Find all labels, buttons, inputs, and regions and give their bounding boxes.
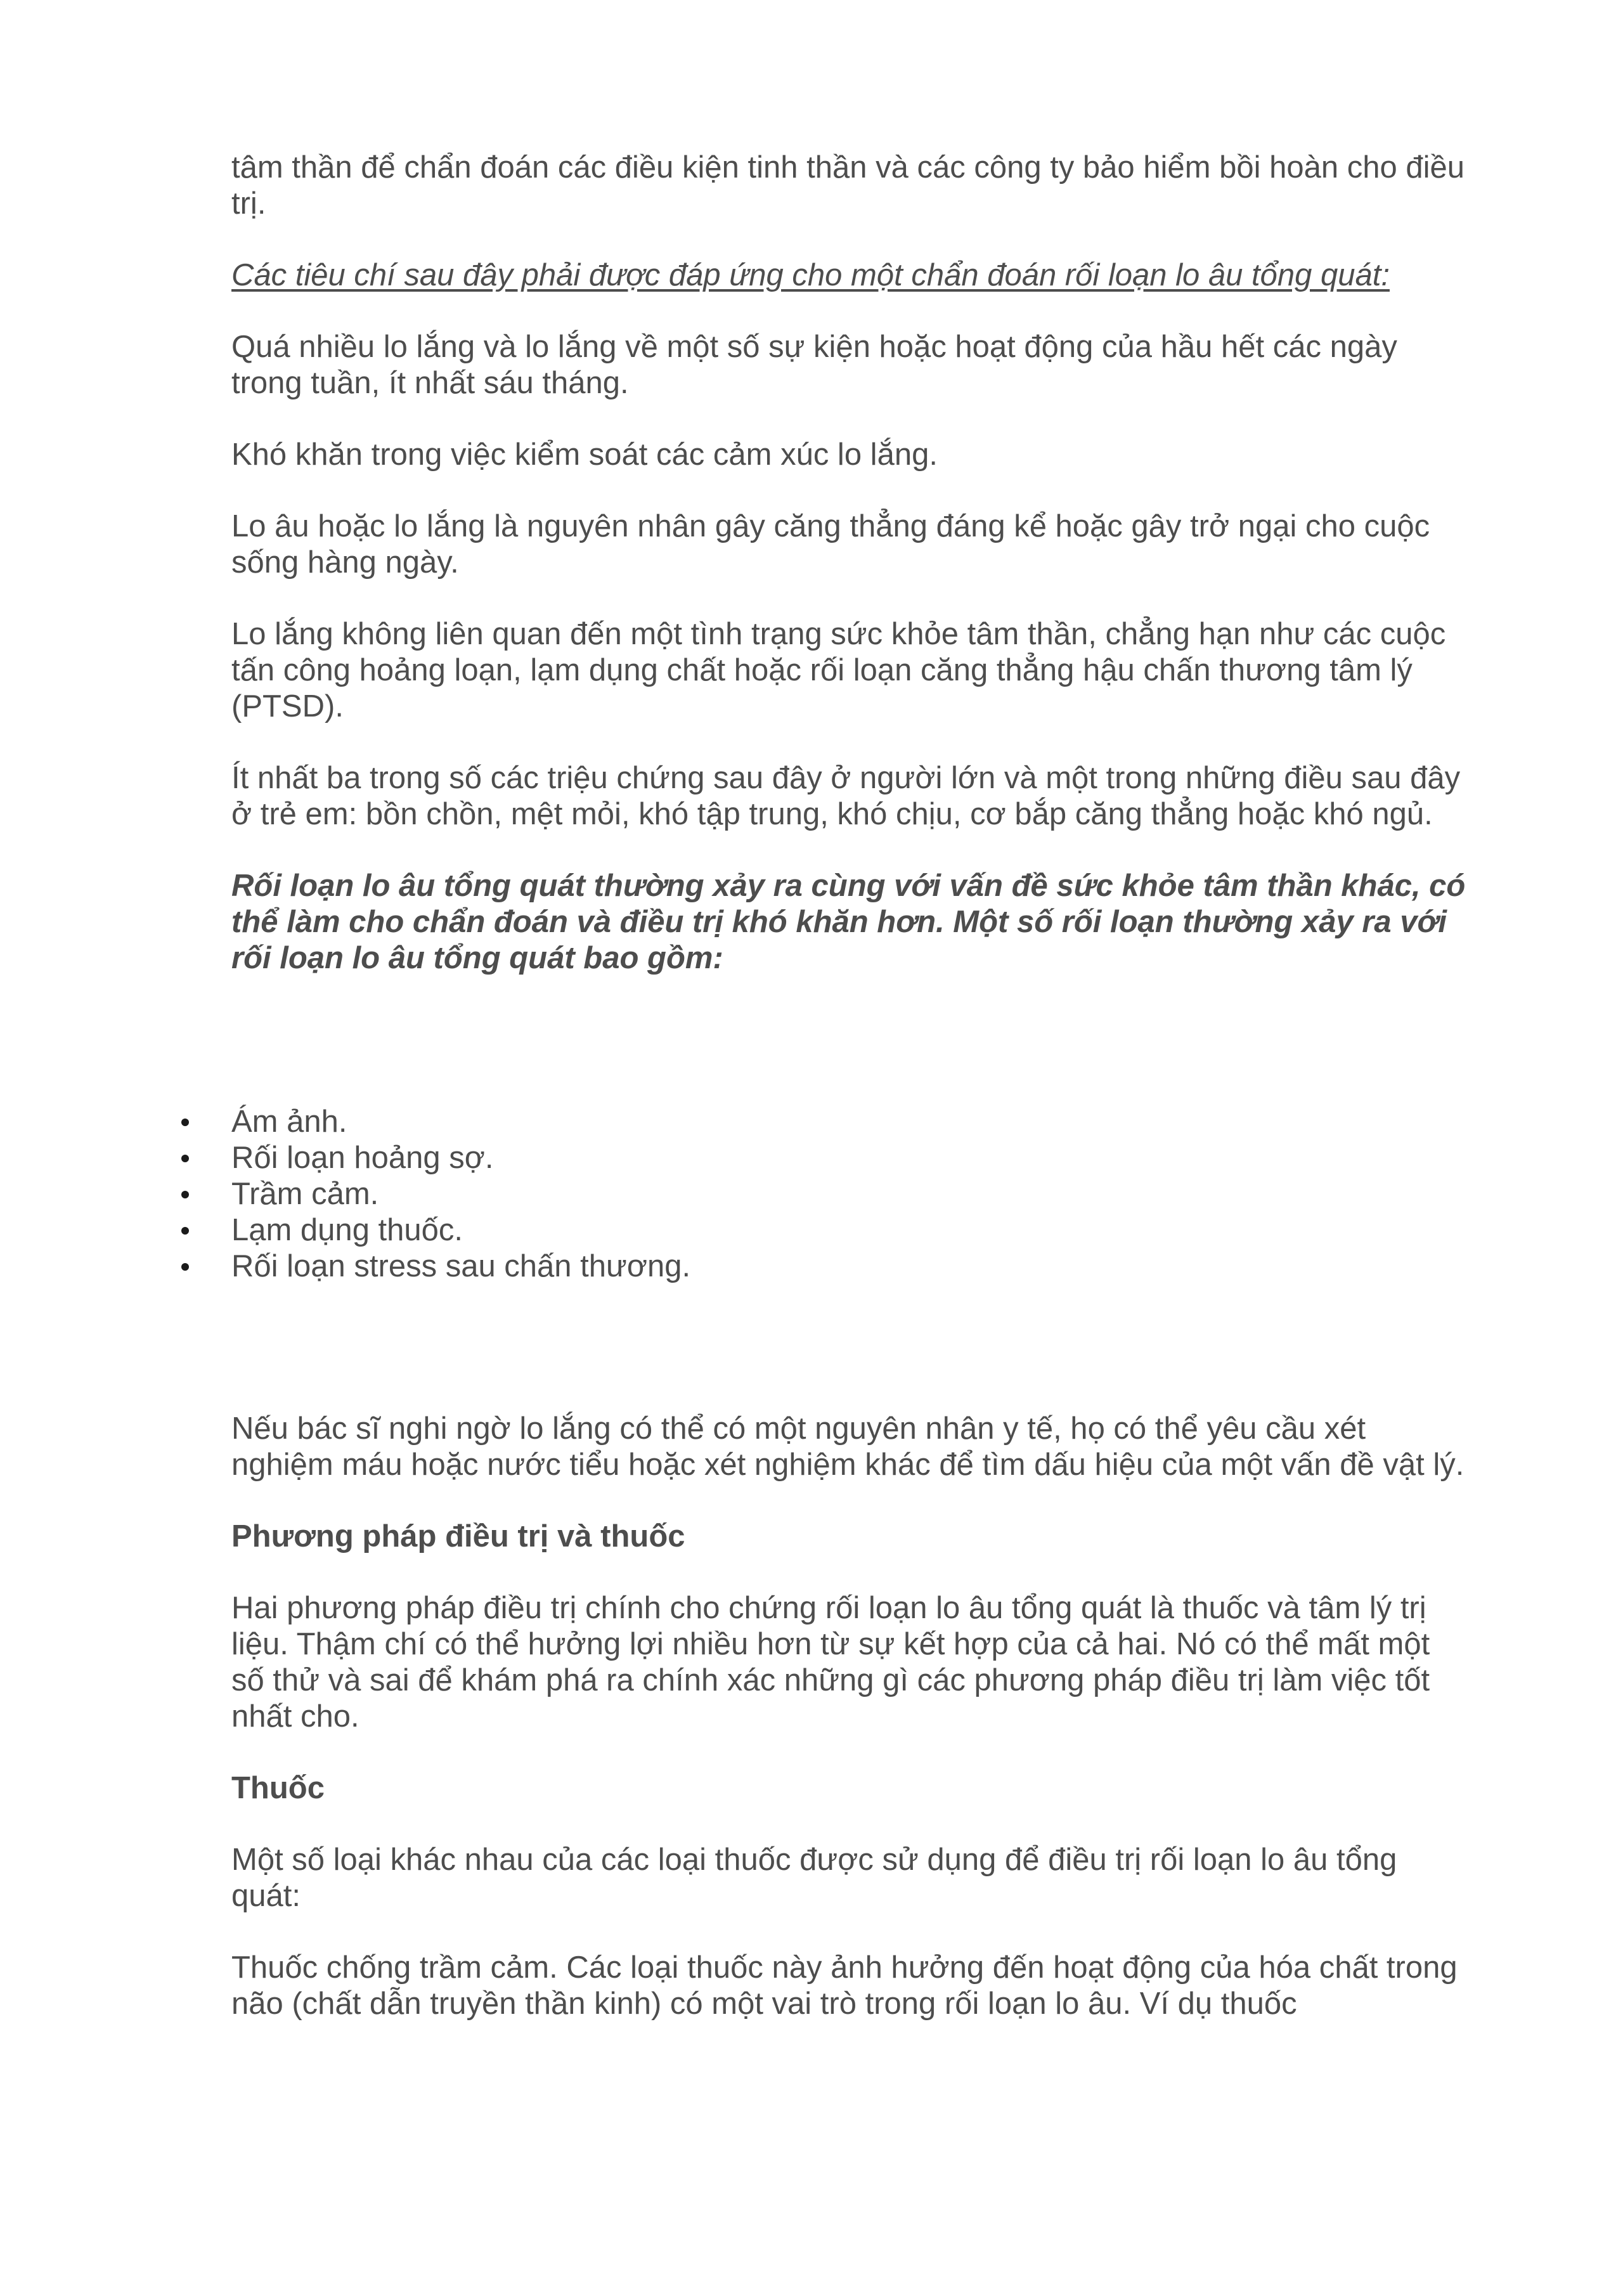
list-item-text: Rối loạn stress sau chấn thương. <box>231 1249 691 1283</box>
bullet-icon <box>181 1155 189 1162</box>
list-item-text: Trầm cảm. <box>231 1177 379 1211</box>
treatment-paragraph: Hai phương pháp điều trị chính cho chứng rối loạn lo âu tổng quát là thuốc và tâm lý trị liệu. Thậm chí có thể hưởng lợi nhiều hơn từ sự kết hợp của cả hai. Nó có thể mất một số thử và sai để khám phá ra chính xác những gì các phương pháp điều trị làm việc tốt nhất cho. <box>231 1591 1430 1734</box>
criteria-heading: Các tiêu chí sau đây phải được đáp ứng cho một chẩn đoán rối loạn lo âu tổng quát: <box>231 258 1390 292</box>
medical-cause-paragraph: Nếu bác sĩ nghi ngờ lo lắng có thể có một nguyên nhân y tế, họ có thể yêu cầu xét nghiệm máu hoặc nước tiểu hoặc xét nghiệm khác để tìm dấu hiệu của một vấn đề vật lý. <box>231 1411 1465 1482</box>
bullet-icon <box>181 1227 189 1235</box>
antidepressants-paragraph: Thuốc chống trầm cảm. Các loại thuốc này ảnh hưởng đến hoạt động của hóa chất trong não (chất dẫn truyền thần kinh) có một vai trò trong rối loạn lo âu. Ví dụ thuốc <box>231 1950 1458 2021</box>
list-item <box>231 1212 1471 1249</box>
list-item <box>231 1104 1471 1140</box>
list-item-text: Lạm dụng thuốc. <box>231 1213 463 1247</box>
intro-paragraph: tâm thần để chẩn đoán các điều kiện tinh thần và các công ty bảo hiểm bồi hoàn cho điều trị. <box>231 150 1465 221</box>
treatment-heading: Phương pháp điều trị và thuốc <box>231 1519 685 1553</box>
criterion-paragraph: Lo lắng không liên quan đến một tình trạng sức khỏe tâm thần, chẳng hạn như các cuộc tấn công hoảng loạn, lạm dụng chất hoặc rối loạn căng thẳng hậu chấn thương tâm lý (PTSD). <box>231 617 1446 723</box>
list-item <box>231 1249 1471 1285</box>
blank-space <box>231 1285 1471 1411</box>
medicine-intro-paragraph: Một số loại khác nhau của các loại thuốc được sử dụng để điều trị rối loạn lo âu tổng quát: <box>231 1843 1397 1913</box>
criterion-paragraph: Lo âu hoặc lo lắng là nguyên nhân gây căng thẳng đáng kể hoặc gây trở ngại cho cuộc sống hàng ngày. <box>231 509 1430 580</box>
blank-space <box>231 976 1471 1104</box>
criterion-paragraph: Ít nhất ba trong số các triệu chứng sau đây ở người lớn và một trong những điều sau đây ở trẻ em: bồn chồn, mệt mỏi, khó tập trung, khó chịu, cơ bắp căng thẳng hoặc khó ngủ. <box>231 761 1461 831</box>
bullet-icon <box>181 1119 189 1126</box>
comorbidity-list <box>231 1104 1471 1285</box>
criterion-paragraph: Quá nhiều lo lắng và lo lắng về một số sự kiện hoặc hoạt động của hầu hết các ngày trong tuần, ít nhất sáu tháng. <box>231 330 1397 400</box>
document-body <box>231 150 1471 2058</box>
criterion-paragraph: Khó khăn trong việc kiểm soát các cảm xúc lo lắng. <box>231 438 938 472</box>
bullet-icon <box>181 1191 189 1198</box>
list-item <box>231 1176 1471 1212</box>
list-item <box>231 1140 1471 1176</box>
bullet-icon <box>181 1263 189 1271</box>
medicine-heading: Thuốc <box>231 1771 325 1805</box>
comorbidity-note: Rối loạn lo âu tổng quát thường xảy ra cùng với vấn đề sức khỏe tâm thần khác, có thể làm cho chẩn đoán và điều trị khó khăn hơn. Một số rối loạn thường xảy ra với rối loạn lo âu tổng quát bao gồm: <box>231 869 1466 975</box>
list-item-text: Rối loạn hoảng sợ. <box>231 1141 494 1175</box>
list-item-text: Ám ảnh. <box>231 1105 347 1139</box>
